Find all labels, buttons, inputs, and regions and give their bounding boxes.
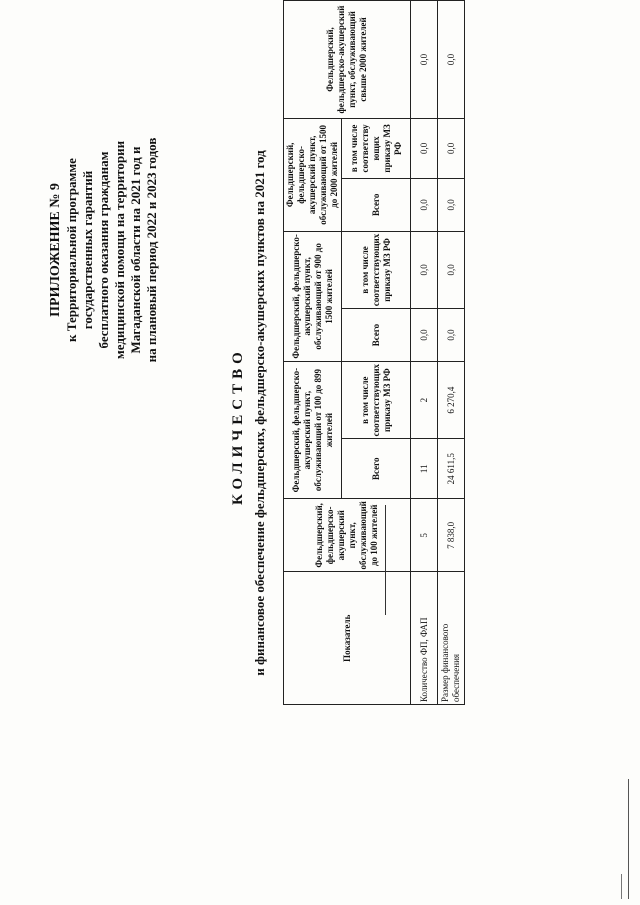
group-header-3: Фельдшерский, фельдшерско-акушерский пункт, обслуживающий от 900 до 1500 жителей <box>284 231 342 361</box>
group-header-5: Фельдшерский, фельдшерско-акушерский пункт, обслуживающий свыше 2000 жителей <box>284 1 411 119</box>
fap-table <box>283 0 465 705</box>
table-cell: 5 <box>411 499 438 572</box>
table-cell: 24 611,5 <box>438 439 465 499</box>
table-cell: 0,0 <box>411 118 438 178</box>
table-cell: 0,0 <box>411 309 438 362</box>
appendix-number: ПРИЛОЖЕНИЕ № 9 <box>48 183 63 317</box>
row-label: Количество ФП, ФАП <box>411 572 438 705</box>
subheader-total: Всего <box>342 178 411 231</box>
subheader-compliant: в том числе соответству ющих приказу МЗ РФ <box>342 118 411 178</box>
table-cell: 0,0 <box>411 231 438 308</box>
table-row <box>411 1 438 705</box>
table-header-row <box>284 1 342 705</box>
table-row <box>438 1 465 705</box>
table-cell: 0,0 <box>438 231 465 308</box>
subheader-compliant: в том числе соответствующих приказу МЗ РФ <box>342 231 411 308</box>
row-label: Размер финансового обеспечения <box>438 572 465 705</box>
table-cell: 7 838,0 <box>438 499 465 572</box>
subheader-total: Всего <box>342 439 411 499</box>
group-header-1: Фельдшерский, фельдшерско-акушерский пункт, обслуживающий до 100 жителей <box>284 499 411 572</box>
table-cell: 0,0 <box>411 178 438 231</box>
document-title: КОЛИЧЕСТВО <box>230 347 246 505</box>
indicator-header: Показатель <box>284 572 411 705</box>
signature-line <box>385 505 386 615</box>
table-cell: 6 270,4 <box>438 362 465 439</box>
table-cell: 0,0 <box>438 309 465 362</box>
table-cell: 0,0 <box>438 178 465 231</box>
table-cell: 0,0 <box>411 1 438 119</box>
table-cell: 11 <box>411 439 438 499</box>
appendix-line: медицинской помощи на территории <box>112 140 127 360</box>
table-cell: 2 <box>411 362 438 439</box>
subheader-total: Всего <box>342 309 411 362</box>
appendix-line: на плановый период 2022 и 2023 годов <box>144 137 159 363</box>
table-cell: 0,0 <box>438 118 465 178</box>
appendix-line: Магаданской области на 2021 год и <box>128 146 143 354</box>
appendix-header <box>48 85 160 415</box>
appendix-line: к Территориальной программе <box>64 158 79 342</box>
appendix-line: бесплатного оказания гражданам <box>96 151 111 349</box>
group-header-2: Фельдшерский, фельдшерско-акушерский пункт, обслуживающий от 100 до 899 жителей <box>284 362 342 499</box>
group-header-4: Фельдшерский, фельдшерско-акушерский пункт, обслуживающий от 1500 до 2000 жителей <box>284 118 342 231</box>
document-subtitle: и финансовое обеспечение фельдшерских, фельдшерско-акушерских пунктов на 2021 год <box>252 150 267 676</box>
table-cell: 0,0 <box>438 1 465 119</box>
scan-edge-line <box>621 874 622 899</box>
subheader-compliant: в том числе соответствующих приказу МЗ РФ <box>342 362 411 439</box>
scan-edge-line <box>628 779 629 899</box>
appendix-line: государственных гарантий <box>80 170 95 330</box>
